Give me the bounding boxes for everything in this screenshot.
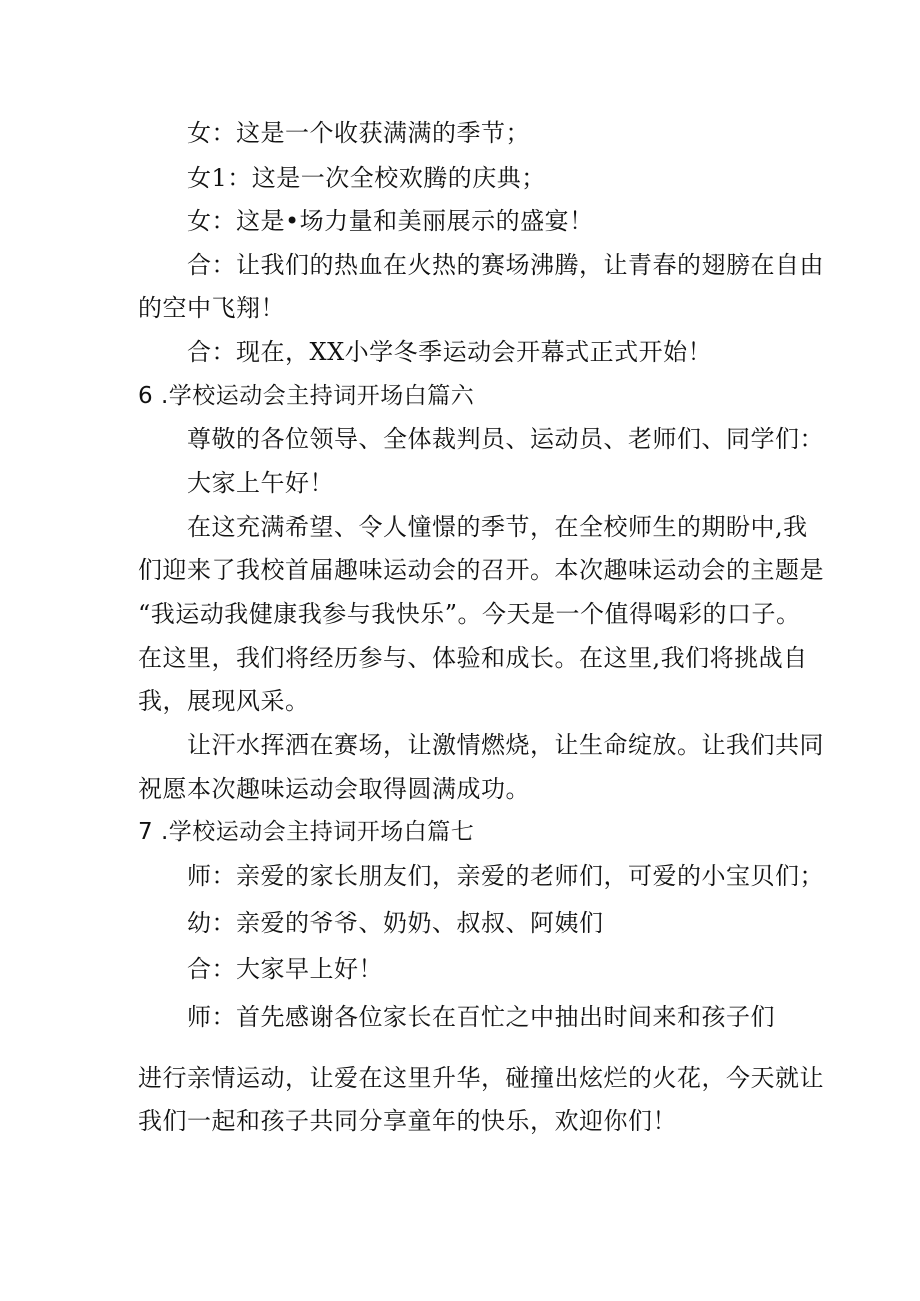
section-heading-6: 6 .学校运动会主持词开场白篇六 (138, 383, 475, 409)
paragraph-line: 在这充满希望、令人憧憬的季节，在全校师生的期盼中,我 (187, 513, 808, 541)
paragraph-line: 祝愿本次趣味运动会取得圆满成功。 (138, 775, 530, 803)
paragraph-line: 我们一起和孩子共同分享童年的快乐，欢迎你们！ (138, 1107, 677, 1135)
dialogue-line: 幼：亲爱的爷爷、奶奶、叔叔、阿姨们 (187, 909, 604, 937)
dialogue-line-continued: 的空中飞翔！ (138, 294, 285, 322)
greeting-line: 大家上午好！ (187, 469, 334, 497)
dialogue-line: 合：现在，XX小学冬季运动会开幕式正式开始！ (187, 338, 713, 366)
paragraph-line: 们迎来了我校首届趣味运动会的召开。本次趣味运动会的主题是 (138, 556, 824, 584)
paragraph-line: “我运动我健康我参与我快乐”。今天是一个值得喝彩的口子。 (138, 600, 801, 628)
section-heading-7: 7 .学校运动会主持词开场白篇七 (138, 819, 475, 845)
greeting-line: 尊敬的各位领导、全体裁判员、运动员、老师们、同学们： (187, 425, 824, 453)
dialogue-line: 师：亲爱的家长朋友们，亲爱的老师们，可爱的小宝贝们； (187, 862, 824, 890)
dialogue-line: 女1：这是一次全校欢腾的庆典； (187, 164, 546, 192)
dialogue-line: 女：这是一个收获满满的季节； (187, 119, 530, 147)
paragraph-line: 进行亲情运动，让爱在这里升华，碰撞出炫烂的火花，今天就让 (138, 1064, 824, 1092)
dialogue-line: 合：让我们的热血在火热的赛场沸腾，让青春的翅膀在自由 (187, 251, 824, 279)
paragraph-line: 在这里，我们将经历参与、体验和成长。在这里,我们将挑战自 (138, 644, 808, 672)
dialogue-line: 师：首先感谢各位家长在百忙之中抽出时间来和孩子们 (187, 1003, 775, 1031)
dialogue-line: 女：这是•场力量和美丽展示的盛宴！ (187, 207, 594, 235)
paragraph-line: 我，展现风采。 (138, 687, 310, 715)
paragraph-line: 让汗水挥洒在赛场，让激情燃烧，让生命绽放。让我们共同 (187, 731, 824, 759)
dialogue-line: 合：大家早上好！ (187, 955, 383, 983)
